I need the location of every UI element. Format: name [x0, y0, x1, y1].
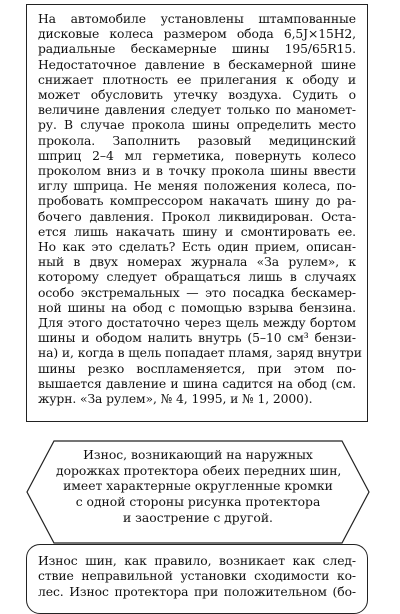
bottom-text-line: ствие неправильной установки сходимости ко- [38, 569, 356, 584]
main-text-line: Недостаточное давление в бескамерной шине [38, 57, 356, 72]
hexagon-text-line: с одной стороны рисунка протектора [75, 495, 321, 510]
main-text-line: ной шины на обод с помощью взрыва бензина. [38, 300, 356, 315]
main-text-line: на) и, когда в щель попадает пламя, заряд внутри [38, 346, 362, 361]
main-text-line: шприц 2–4 мл герметика, повернуть колесо [38, 148, 356, 163]
main-text-line: шины резко воспламеняется, при этом по- [38, 361, 356, 376]
hexagon-text [56, 448, 340, 527]
main-text-line: Но как это сделать? Есть один прием, описан- [38, 240, 356, 255]
main-text-line: иглу шприца. Не меняя положения колеса, по- [38, 179, 356, 194]
bottom-text-line: Износ шин, как правило, возникает как след- [38, 554, 356, 568]
main-text-line: вышается давление и шина садится на обод (см. [38, 376, 356, 391]
main-text-line: На автомобиле установлены штампованные [38, 12, 356, 26]
hexagon-callout [26, 440, 370, 544]
main-text-line: ется лишь накачать шину и смонтировать ее. [38, 224, 356, 239]
bottom-text-line: лес. Износ протектора при положительном (бо- [38, 584, 356, 599]
main-text-line: дисковые колеса размером обода 6,5J×15H2, [38, 27, 356, 42]
main-text-line: шины и ободом налить внутрь (5–10 см³ бензи- [38, 331, 356, 346]
main-text-line: ру. В случае прокола шины определить место [38, 118, 356, 133]
main-text-line: радиальные бескамерные шины 195/65R15. [38, 42, 356, 57]
hexagon-text-line: и заострение с другой. [123, 510, 273, 525]
hexagon-text-line: Износ, возникающий на наружных [83, 448, 313, 462]
main-text-line: снижает плотность ее прилегания к ободу и [38, 72, 356, 87]
main-text-line: ный в двух номерах журнала «За рулем», к [38, 255, 356, 270]
main-text-line: может обусловить утечку воздуха. Судить о [38, 88, 356, 103]
main-text-box [26, 4, 368, 422]
main-text-line: бочего давления. Прокол ликвидирован. Оста- [38, 209, 356, 224]
hexagon-text-line: имеет характерные округленные кромки [63, 479, 333, 494]
rounded-text-box [26, 544, 368, 614]
main-text-line: прокола. Заполнить разовый медицинский [38, 133, 356, 148]
main-text-line: пробовать компрессором накачать шину до ра- [38, 194, 356, 209]
hexagon-text-line: дорожках протектора обеих передних шин, [56, 463, 342, 478]
main-text-line: которому следует обращаться лишь в случаях [38, 270, 356, 285]
main-text-line: величине давления следует только по маномет- [38, 103, 356, 118]
main-text-line: журн. «За рулем», № 4, 1995, и № 1, 2000). [38, 392, 313, 407]
main-text-line: проколом вниз и в точку прокола шины ввести [38, 164, 356, 179]
main-text-line: особо экстремальных — это посадка бескамер- [38, 285, 356, 300]
main-text-line: Для этого достаточно через щель между бортом [38, 316, 356, 331]
